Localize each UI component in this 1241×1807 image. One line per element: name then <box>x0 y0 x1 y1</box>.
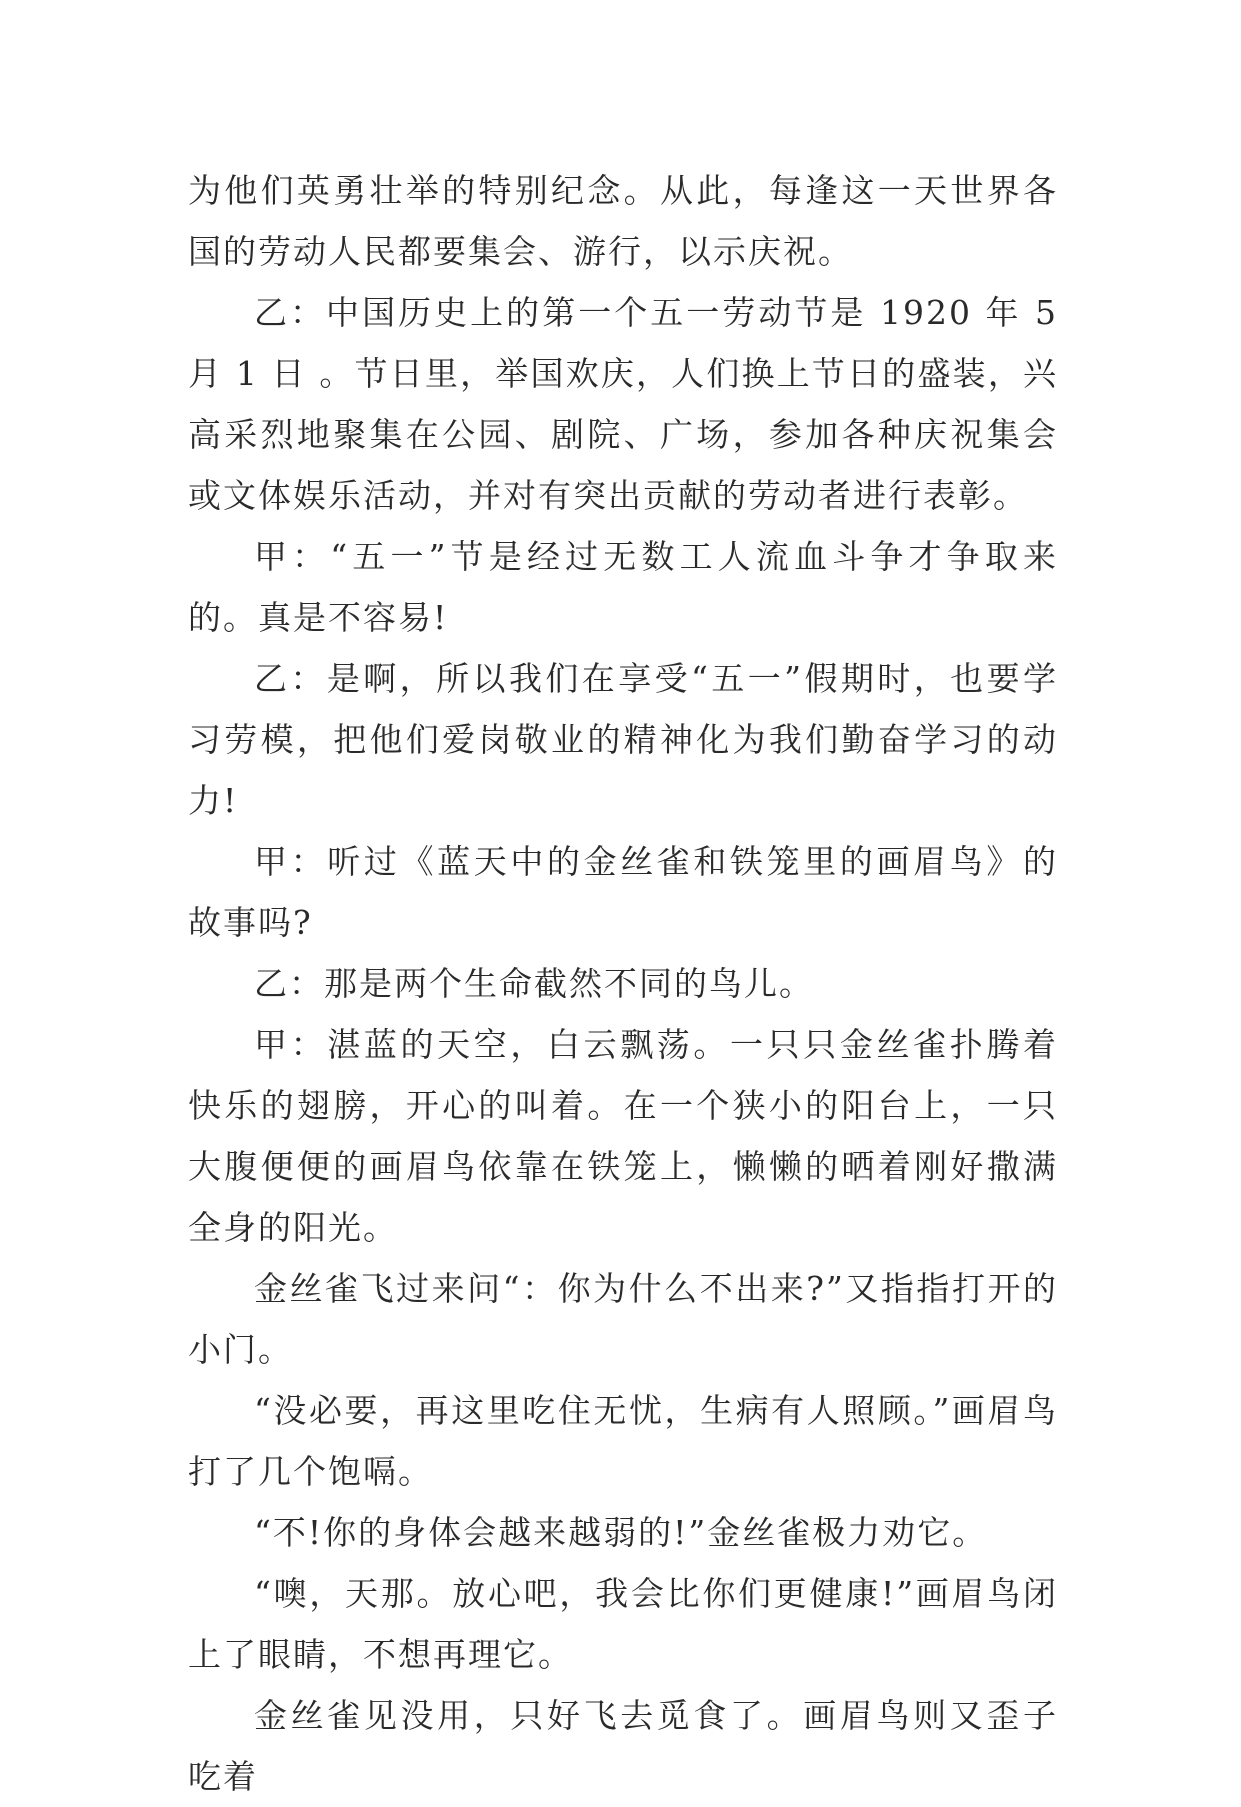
paragraph: 甲：听过《蓝天中的金丝雀和铁笼里的画眉鸟》的故事吗? <box>188 842 1058 942</box>
paragraph: 乙：那是两个生命截然不同的鸟儿。 <box>254 964 814 1003</box>
document-body <box>188 160 1058 1807</box>
paragraph: “噢，天那。放心吧，我会比你们更健康!”画眉鸟闭上了眼睛，不想再理它。 <box>188 1574 1058 1674</box>
paragraph: 金丝雀见没用，只好飞去觅食了。画眉鸟则又歪子吃着 <box>188 1696 1058 1796</box>
paragraph: 乙：是啊，所以我们在享受“五一”假期时，也要学习劳模，把他们爱岗敬业的精神化为我们勤奋学习的动力! <box>188 659 1058 820</box>
paragraph: 乙：中国历史上的第一个五一劳动节是 1920 年 5 月 1 日 。节日里，举国欢庆，人们换上节日的盛装，兴高采烈地聚集在公园、剧院、广场，参加各种庆祝集会或文体娱乐活动，并对有突出贡献的劳动者进行表彰。 <box>188 293 1058 515</box>
paragraph: 甲：湛蓝的天空，白云飘荡。一只只金丝雀扑腾着快乐的翅膀，开心的叫着。在一个狭小的阳台上，一只大腹便便的画眉鸟依靠在铁笼上，懒懒的晒着刚好撒满全身的阳光。 <box>188 1025 1058 1247</box>
paragraph: 金丝雀飞过来问“：你为什么不出来?”又指指打开的小门。 <box>188 1269 1058 1369</box>
paragraph: “不!你的身体会越来越弱的!”金丝雀极力劝它。 <box>254 1513 988 1552</box>
paragraph: 甲：“五一”节是经过无数工人流血斗争才争取来的。真是不容易! <box>188 537 1058 637</box>
paragraph: “没必要，再这里吃住无忧，生病有人照顾。”画眉鸟打了几个饱嗝。 <box>188 1391 1058 1491</box>
paragraph: 为他们英勇壮举的特别纪念。从此，每逢这一天世界各国的劳动人民都要集会、游行，以示庆祝。 <box>188 171 1058 271</box>
